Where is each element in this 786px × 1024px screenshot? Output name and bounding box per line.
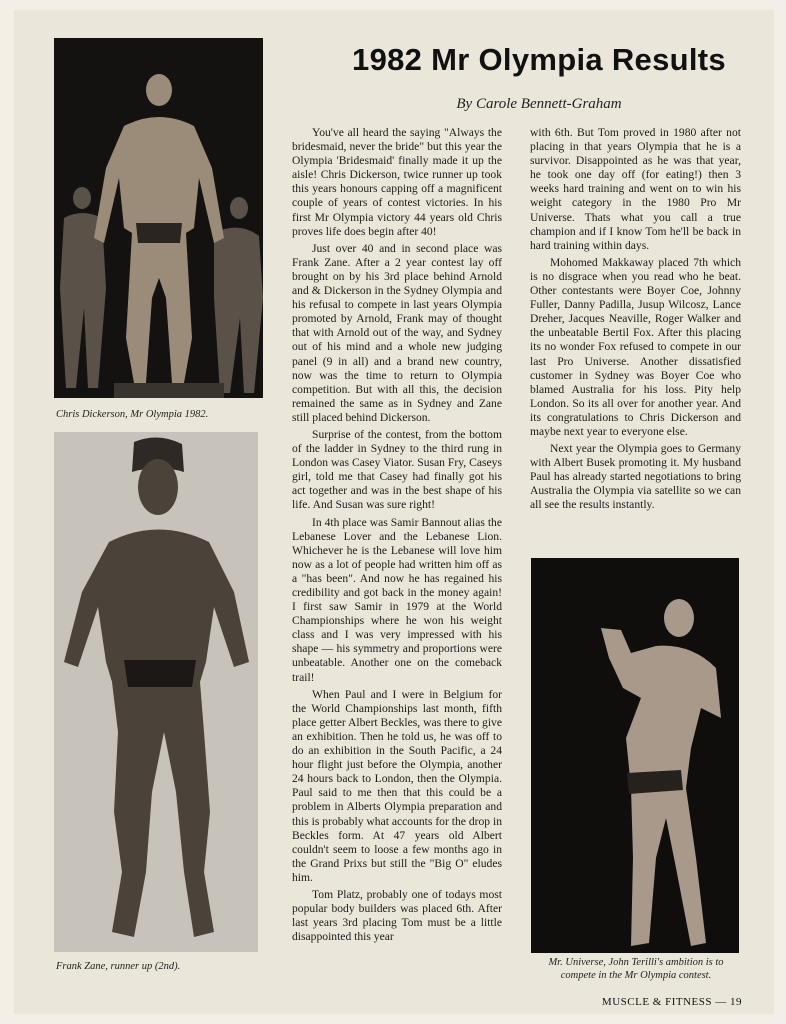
photo-chris-dickerson xyxy=(54,38,263,398)
paragraph: Tom Platz, probably one of todays most popular body builders was placed 6th. After last years 3rd placing Tom must be a little disappointed this year xyxy=(292,887,502,944)
paragraph: Just over 40 and in second place was Frank Zane. After a 2 year contest lay off brought on by his 3rd place behind Arnold and & Dickerson in the Sydney Olympia and his refusal to compete in last years Olympia promoted by Arnold, Frank may of thought that with Arnold out of the way, and Sydney out of his mind and a whole new judging panel (9 in all) and a brand new country, now was the time to return to Olympia competition. But with all this, the decision remained the same as in Sydney and Zane still placed behind Dickerson. xyxy=(292,241,502,424)
paragraph: Mohomed Makkaway placed 7th which is no disgrace when you read who he beat. Other contestants were Boyer Coe, Johnny Fuller, Danny Padilla, Jusup Wilcosz, Lance Dreher, Jacques Neaville, Roger Walker and the unbeatable Bertil Fox. After this placing its no wonder Fox refused to compete in our last Pro Universe. Another dissatisfied customer in Sydney was Boyer Coe who blamed Australia for his loss. Pity help London. So its all over for another year. And its congratulations to Chris Dickerson and maybe next year to everyone else. xyxy=(530,255,741,438)
caption-chris-dickerson: Chris Dickerson, Mr Olympia 1982. xyxy=(56,409,209,420)
photo-john-terilli xyxy=(531,558,739,953)
paragraph: When Paul and I were in Belgium for the World Championships last month, fifth place getter Albert Beckles, was there to give an exhibition. Then he told us, he was off to do an exhibition in the South Pacific, a 24 hour flight just before the Olympia, another 24 hours back to London, then the Olympia. Paul said to me then that this could be a problem in Alberts Olympia preparation and this is probably what accounts for the drop in Beckles form. At 47 years old Albert couldn't seem to loose a few months ago in the Grand Prixs but still the "Big O" eludes him. xyxy=(292,687,502,884)
paragraph: Next year the Olympia goes to Germany with Albert Busek promoting it. My husband Paul has already started negotiations to bring Australia the Olympia via satellite so we can all see the results instantly. xyxy=(530,442,741,512)
paragraph: with 6th. But Tom proved in 1980 after not placing in that years Olympia that he is a survivor. Disappointed as he was that year, he took one day off (for eating!) then 3 weeks hard training and went on to win his weight category in the 1980 Pro Mr Universe. Thats what you call a true champion and if I know Tom he'll be back in hard training within days. xyxy=(530,126,741,252)
caption-frank-zane: Frank Zane, runner up (2nd). xyxy=(56,961,181,972)
text-column-2 xyxy=(530,126,741,546)
caption-john-terilli: Mr. Universe, John Terilli's ambition is to compete in the Mr Olympia contest. xyxy=(548,957,724,981)
magazine-page xyxy=(14,10,774,1014)
article-byline: By Carole Bennett-Graham xyxy=(456,96,622,112)
page-folio: MUSCLE & FITNESS — 19 xyxy=(601,996,742,1008)
text-column-1 xyxy=(292,126,502,992)
photo-frank-zane xyxy=(54,432,258,952)
paragraph: Surprise of the contest, from the bottom of the ladder in Sydney to the third rung in London was Casey Viator. Susan Fry, Caseys girl, told me that Casey had finally got his act together and was in the best shape of his life. And Susan was sure right! xyxy=(292,427,502,512)
paragraph: You've all heard the saying "Always the bridesmaid, never the bride" but this year the Olympia 'Bridesmaid' finally made it up the aisle! Chris Dickerson, twice runner up took this years honours capping off a magnificent couple of years of contest victories. In his first Mr Olympia victory 44 years old Chris proves life does begin after 40! xyxy=(292,126,502,238)
article-title: 1982 Mr Olympia Results xyxy=(352,42,726,77)
paragraph: In 4th place was Samir Bannout alias the Lebanese Lover and the Lebanese Lion. Whichever he is the Lebanese will love him now as a lot of people had written him off as a "has been". And now he has regained his credibility and got back in the money again! I first saw Samir in 1979 at the World Championships where he won his weight class and I was very impressed with his shape — his symmetry and proportions were unbeatable. Another one on the comeback trail! xyxy=(292,515,502,684)
